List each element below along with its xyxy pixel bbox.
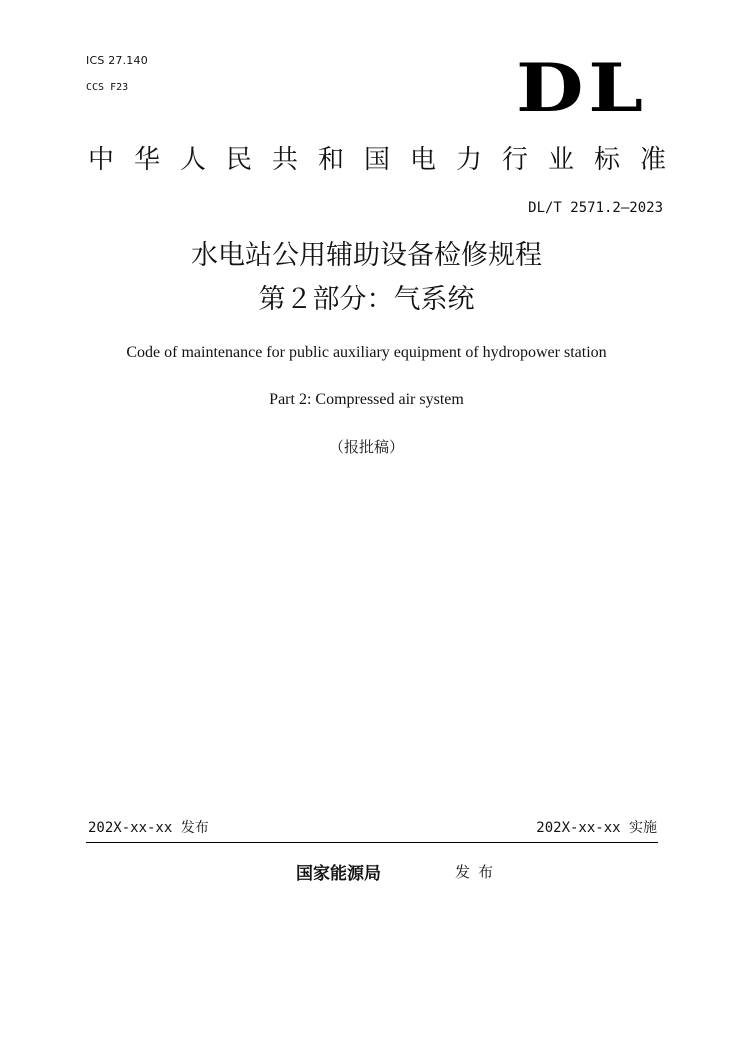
ics-code: ICS 27.140 [86, 54, 148, 67]
draft-status: （报批稿） [328, 438, 404, 456]
issue-action: 发布 [455, 863, 502, 881]
header-title: 中华人民共和国电力行业标准 [88, 145, 687, 175]
title-en-line1: Code of maintenance for public auxiliary equipment of hydropower station [126, 344, 607, 361]
divider-line [86, 842, 658, 843]
issuing-authority: 国家能源局 [296, 864, 381, 884]
standard-number: DL/T 2571.2—2023 [528, 200, 663, 216]
implementation-date: 202X-xx-xx 实施 [536, 820, 657, 836]
ccs-code: CCS F23 [86, 82, 129, 93]
title-cn-line1: 水电站公用辅助设备检修规程 [191, 240, 542, 271]
title-cn-line2: 第２部分：气系统 [258, 284, 475, 315]
dl-logo: DL [516, 49, 648, 127]
issue-date: 202X-xx-xx 发布 [88, 820, 209, 836]
title-en-line2: Part 2: Compressed air system [269, 391, 464, 408]
